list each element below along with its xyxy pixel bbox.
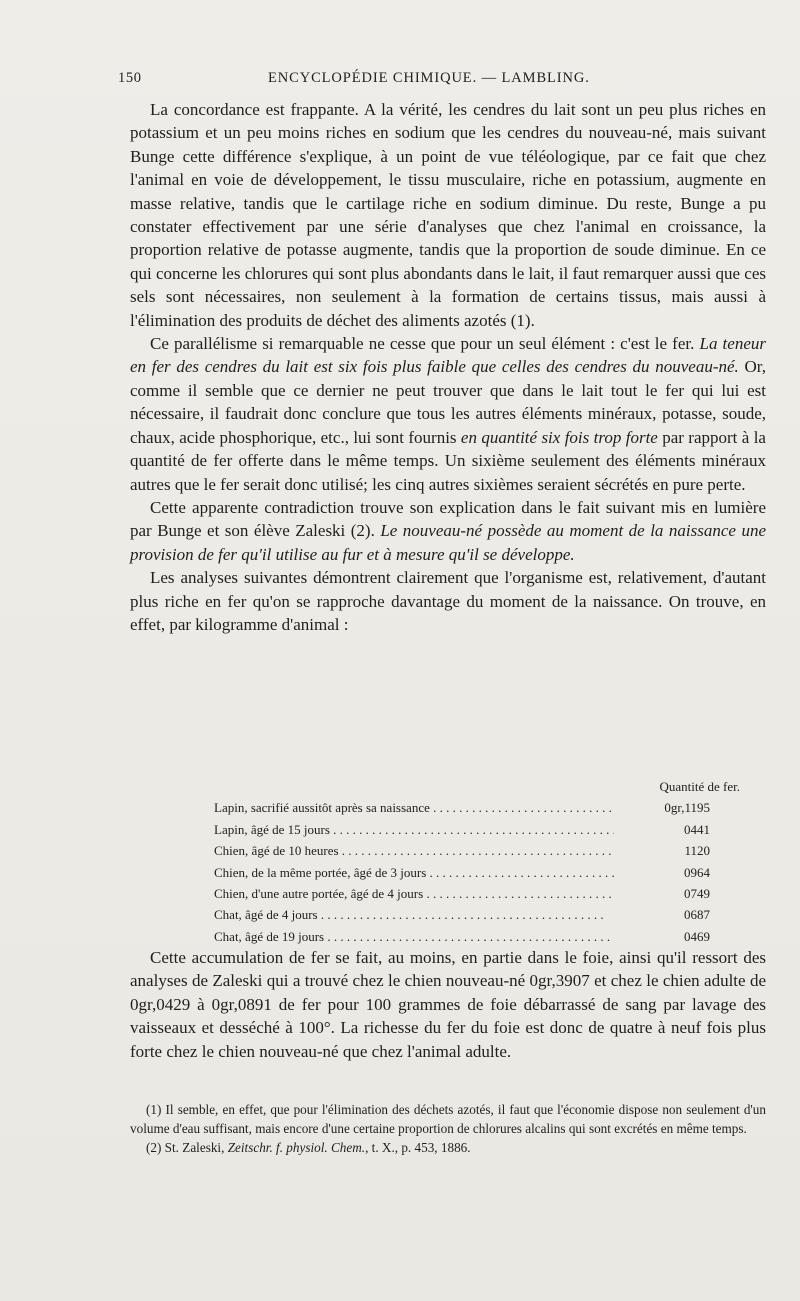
paragraph-2-text-a: Ce parallélisme si remarquable ne cesse que pour un seul élément : c'est le fer. <box>150 334 700 354</box>
footnotes <box>130 1100 766 1157</box>
paragraph-3 <box>130 496 766 566</box>
table-row-value: 1120 <box>684 843 710 859</box>
table-row-value: 0749 <box>684 885 710 901</box>
table-row <box>130 819 766 840</box>
table-row-label: Chien, d'une autre portée, âgé de 4 jours . . . <box>214 883 614 904</box>
running-header <box>118 70 763 90</box>
paragraph-2-emphasis-2: en quantité six fois trop forte <box>460 427 658 447</box>
footnote-2 <box>130 1138 766 1157</box>
paragraph-1: La concordance est frappante. A la vérité, les cendres du lait sont un peu plus riches en potassium et un peu moins riches en sodium que les cendres du nouveau-né, mais suivant Bunge cette différence s'explique, à un point de vue téléologique, par ce fait que chez l'animal en voie de développement, le tissu musculaire, riche en potassium, augmente en masse relative, tandis que le cartilage riche en sodium diminue. Du reste, Bunge a pu constater effectivement par une série d'analyses que chez l'animal en croissance, la proportion relative de potasse augmente, tandis que la proportion de soude diminue. En ce qui concerne les chlorures qui sont plus abondants dans le lait, il faut remarquer aussi que ces sels sont nécessaires, non seulement à la formation de certains tissus, mais aussi à l'élimination des produits de déchet des aliments azotés (1). <box>130 100 766 330</box>
table-row <box>130 904 766 925</box>
table-row <box>130 840 766 861</box>
footnote-2-journal: Zeitschr. f. physiol. Chem. <box>227 1140 366 1155</box>
table-row <box>130 862 766 883</box>
table-column-header: Quantité de fer. <box>659 779 740 794</box>
table-row <box>130 883 766 904</box>
page-number: 150 <box>118 70 142 86</box>
footnote-2-text-a: (2) St. Zaleski, <box>146 1140 228 1155</box>
paragraph-after-table: Cette accumulation de fer se fait, au moins, en partie dans le foie, ainsi qu'il ressort des analyses de Zaleski qui a trouvé chez le chien nouveau-né 0gr,3907 et chez le chien adulte de 0gr,0429 à 0gr,0891 de fer pour 100 grammes de foie débarrassé de sang par lavage des vaisseaux et desséché à 100°. La richesse du fer du foie est donc de quatre à neuf fois plus forte chez le chien nouveau-né que chez l'animal adulte. <box>130 948 766 1061</box>
paragraph-2-text-c: par rapport à la quantité de fer offerte dans le même temps. Un sixième seulement des éléments minéraux autres que le fer serait donc utilisé; les cinq autres sixièmes seraient sécrétés en pure perte. <box>130 427 766 494</box>
table-row-label: Chien, âgé de 10 heures . . . <box>214 840 614 861</box>
main-text <box>130 98 766 636</box>
paragraph-2-emphasis-1: La teneur en fer des cendres du lait est six fois plus faible que celles des cendres du nouveau-né. <box>130 334 766 377</box>
footnote-2-text-b: , t. X., p. 453, 1886. <box>365 1140 471 1155</box>
table-row-label: Chat, âgé de 19 jours . . . <box>214 926 614 947</box>
table-row-label: Lapin, sacrifié aussitôt après sa naissance . . . <box>214 797 614 818</box>
text-after-table <box>130 946 766 1063</box>
paragraph-3-text: Cette apparente contradiction trouve son explication dans le fait suivant mis en lumière par Bunge et son élève Zaleski (2). <box>130 497 766 541</box>
table-row-label: Lapin, âgé de 15 jours . . . <box>214 819 614 840</box>
table-row-value: 0gr,1195 <box>664 800 710 816</box>
paragraph-3-emphasis: Le nouveau-né possède au moment de la naissance une provision de fer qu'il utilise au fur et à mesure qu'il se développe. <box>130 521 766 564</box>
paragraph-2 <box>130 332 766 496</box>
table-row-label: Chat, âgé de 4 jours . . . <box>214 904 614 925</box>
table-rows <box>130 797 766 947</box>
table-row <box>130 797 766 818</box>
table-row-label: Chien, de la même portée, âgé de 3 jours . . . <box>214 862 614 883</box>
table-row-value: 0441 <box>684 821 710 837</box>
footnote-1: (1) Il semble, en effet, que pour l'élimination des déchets azotés, il faut que l'économie dispose non seulement d'un volume d'eau suffisant, mais encore d'une certaine proportion de chlorures alcalins qui sont excrétés en même temps. <box>130 1102 766 1136</box>
paragraph-4: Les analyses suivantes démontrent clairement que l'organisme est, relativement, d'autant plus riche en fer qu'on se rapproche davantage du moment de la naissance. On trouve, en effet, par kilogramme d'animal : <box>130 568 766 634</box>
paragraph-2-text-b: Or, comme il semble que ce dernier ne peut trouver que dans le lait tout le fer qui lui est nécessaire, il faudrait donc conclure que tous les autres éléments minéraux, potasse, soude, chaux, acide phosphorique, etc., lui sont fournis <box>130 357 766 447</box>
table-row-value: 0964 <box>684 864 710 880</box>
table-row-value: 0469 <box>684 928 710 944</box>
table-row-value: 0687 <box>684 907 710 923</box>
iron-quantity-table <box>130 776 766 947</box>
table-row <box>130 926 766 947</box>
running-title: ENCYCLOPÉDIE CHIMIQUE. — LAMBLING. <box>268 70 590 86</box>
